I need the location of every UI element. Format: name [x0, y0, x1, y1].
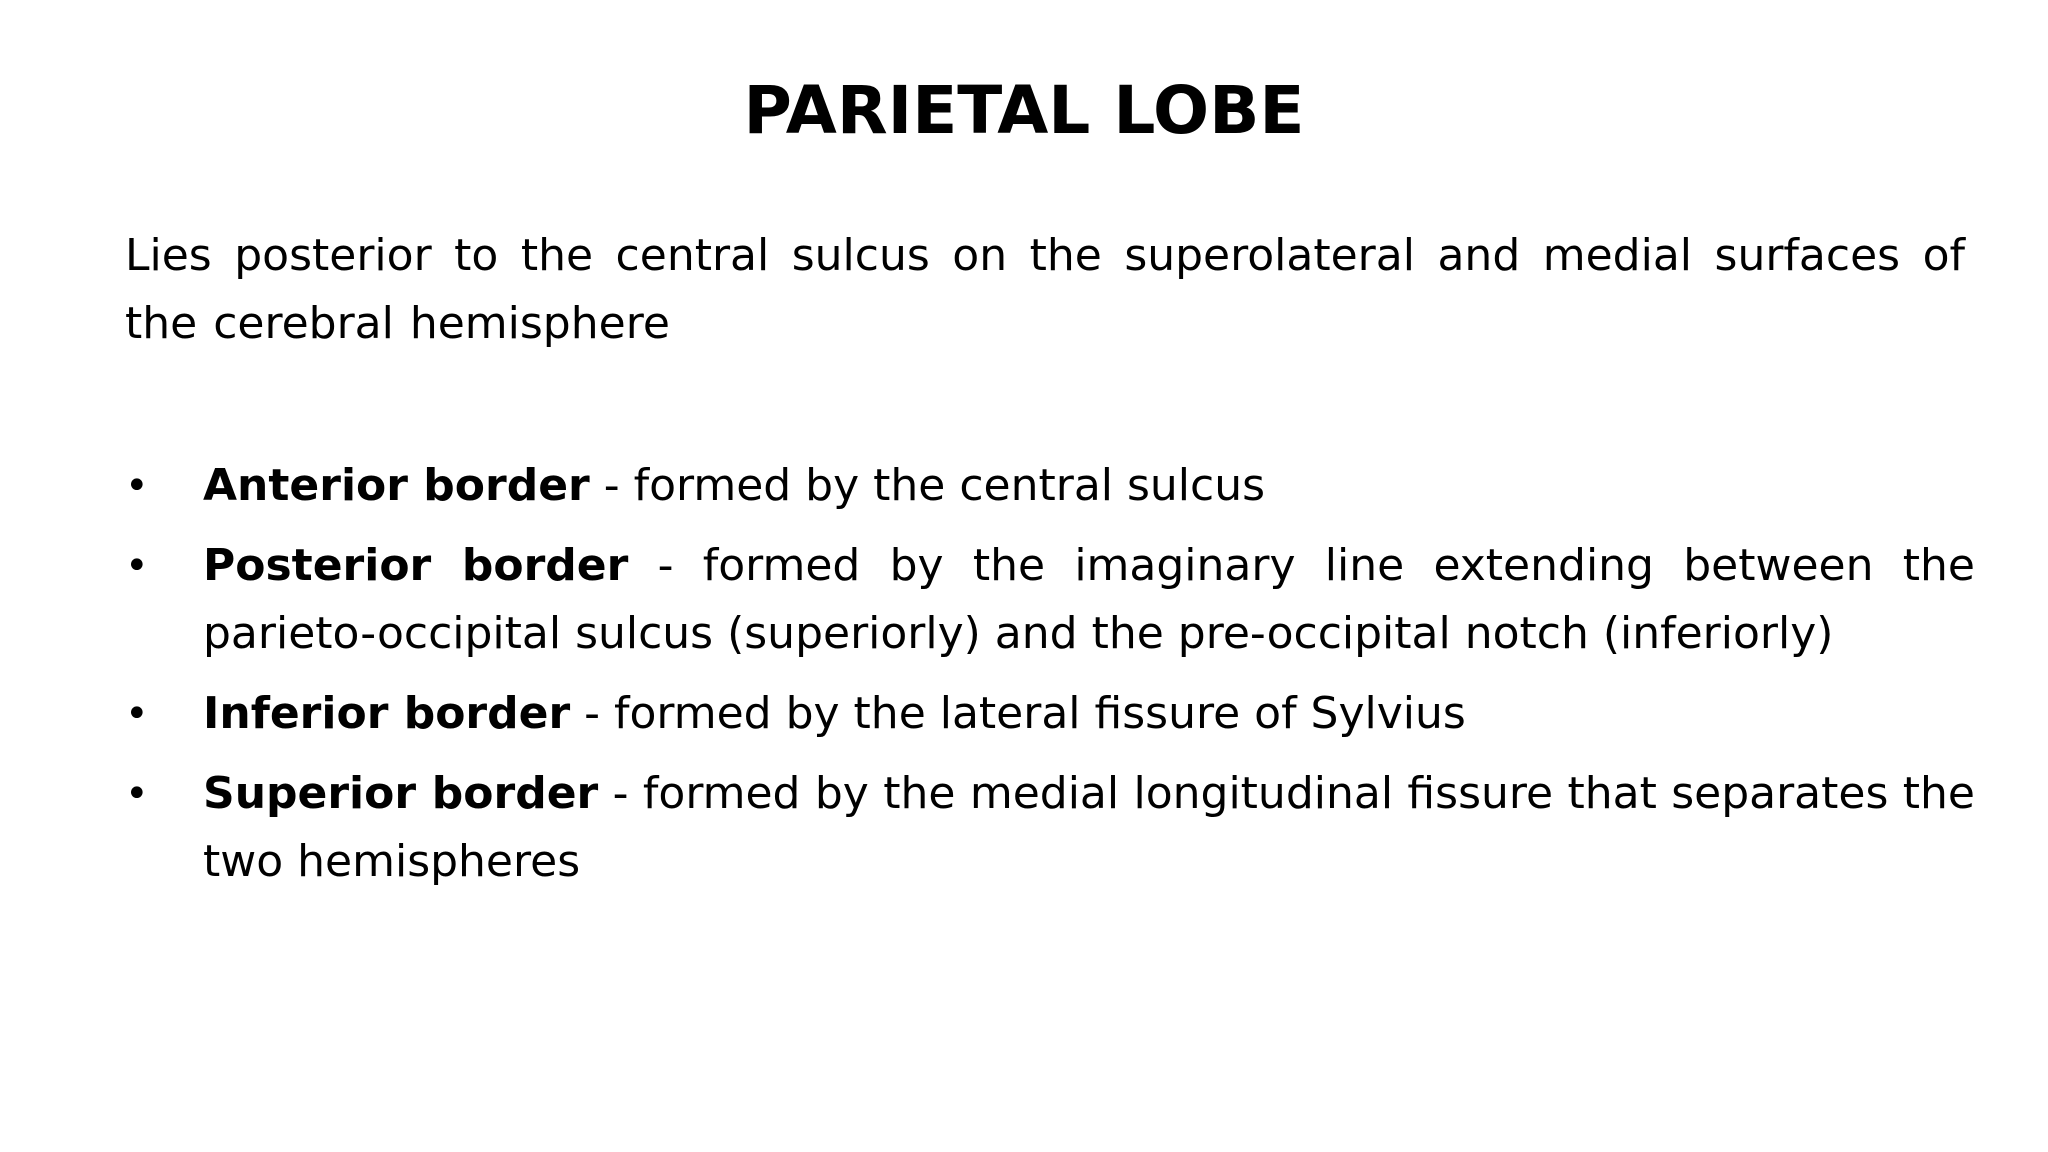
bullet-item-anterior-border	[125, 452, 1975, 520]
bullet-term: Superior border	[203, 768, 599, 819]
bullet-item-superior-border	[125, 760, 1975, 896]
slide-title: PARIETAL LOBE	[743, 72, 1305, 149]
bullet-text: - formed by the lateral fissure of Sylvius	[570, 688, 1466, 739]
bullet-term: Anterior border	[203, 460, 590, 511]
bullet-dot-icon: •	[125, 463, 149, 509]
bullet-list	[125, 452, 1975, 908]
bullet-term: Inferior border	[203, 688, 571, 739]
bullet-text: - formed by the central sulcus	[589, 460, 1266, 511]
bullet-item-posterior-border	[125, 532, 1975, 668]
bullet-dot-icon: •	[125, 691, 149, 737]
bullet-dot-icon: •	[125, 543, 149, 589]
bullet-item-inferior-border	[125, 680, 1975, 748]
bullet-text: - formed by the medial longitudinal fissure that separates the two hemispheres	[203, 768, 1975, 887]
bullet-text: - formed by the imaginary line extending between the parieto-occipital sulcus (superiorly) and the pre-occipital notch (inferiorly)	[203, 540, 1975, 659]
intro-paragraph: Lies posterior to the central sulcus on the superolateral and medial surfaces of the cerebral hemisphere	[125, 230, 1965, 349]
bullet-dot-icon: •	[125, 771, 149, 817]
bullet-term: Posterior border	[203, 540, 629, 591]
